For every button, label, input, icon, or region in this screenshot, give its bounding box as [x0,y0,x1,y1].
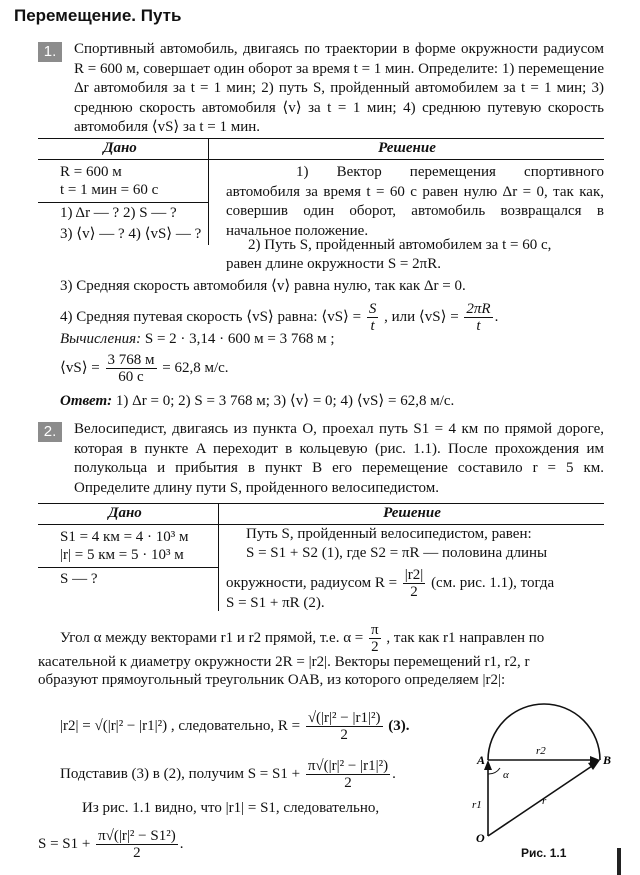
table2-given-1: S1 = 4 км = 4 · 10³ м [60,529,189,545]
equation-3-fraction: $\frac{\text{√(|r|² − |r1|²)}}{2}$ [307,710,381,743]
table1-header-rule [38,159,604,160]
calculation-1 [60,331,335,348]
label-alpha: α [503,769,509,781]
calc-label: Вычисления: [60,331,142,347]
problem-number-2: 2. [38,422,62,442]
table2-given-header: Дано [108,505,142,521]
table1-given-header: Дано [103,140,137,156]
table1-divider [208,138,209,245]
table1-given-2: t = 1 мин = 60 с [60,182,159,198]
equation-3-left: |r2| = √(|r|² − |r1|²) , следовательно, R = [60,717,301,734]
final-fraction: $\frac{\text{π√(|r|² − S1²)}}{2}$ [98,828,176,861]
table2-given-2: |r| = 5 км = 5 · 10³ м [60,547,184,563]
solution-2-line-3-left: окружности, радиусом R = [226,574,398,591]
final-formula-left: S = S1 + [38,835,91,852]
figure-reference-line: Из рис. 1.1 видно, что |r1| = S1, следовательно, [82,800,380,816]
table1-find-2: 3) ⟨v⟩ — ? 4) ⟨vS⟩ — ? [60,226,202,242]
solution-2-line-2: S = S1 + S2 (1), где S2 = πR — половина длины [246,545,548,561]
angle-line-1 [60,622,544,655]
problem-2-text: Велосипедист, двигаясь из пункта O, проехал путь S1 = 4 км по прямой дороге, которая в пункте A переходит в кольцевую (рис. 1.1). После прохождения им полукольца и прибытия в пункт B его перемещение составило r = 5 км. Определите длину пути S, пройденного велосипедистом. [74,421,604,496]
solution-1-step-2b: равен длине окружности S = 2πR. [226,256,441,272]
table1-top-rule [38,138,604,139]
table1-solution-header: Решение [378,140,436,156]
fraction-s-over-t: $\frac{S}{t}$ [368,301,377,334]
final-formula: S = S1 + $\frac{\text{π√(|r|² − S1²)}}{2}$ . [38,828,184,861]
label-a: A [477,753,486,767]
problem-1-text: Спортивный автомобиль, двигаясь по траектории в форме окружности радиусом R = 600 м, совершает один оборот за время t = 1 мин. Определите: 1) перемещение Δr автомобиля за t = 1 мин; 2) путь S, пройденный автомобилем за t = 1 мин; 3) среднюю скорость автомобиля ⟨v⟩ за t = 1 мин; 4) среднюю путевую скорость автомобиля ⟨vS⟩ за t = 1 мин. [74,41,604,135]
page-title: Перемещение. Путь [14,6,182,25]
table2-solution-header: Решение [383,505,441,521]
fraction-2pir-over-t: $\frac{2\pi R}{t}$ [466,301,491,334]
angle-line-1-left: Угол α между векторами r1 и r2 прямой, т.е. α = [60,629,364,646]
calc-2-right: = 62,8 м/с. [162,359,229,376]
equation-3-tag: (3). [388,717,410,734]
label-r1: r1 [472,799,482,811]
angle-line-3: образуют прямоугольный треугольник OAB, из которого определяем |r2|: [38,672,506,688]
problem-number-1: 1. [38,42,62,62]
calc-line-1: S = 2 · 3,14 · 600 м = 3 768 м ; [144,331,335,347]
calc-2-left: ⟨vS⟩ = [60,359,100,376]
table1-find-1: 1) Δr — ? 2) S — ? [60,205,177,221]
label-b: B [603,753,612,767]
equation-3 [60,710,410,743]
solution-2-line-4: S = S1 + πR (2). [226,595,325,611]
table1-find-rule [38,202,208,203]
table2-divider [218,503,219,611]
solution-1-step-2a: 2) Путь S, пройденный автомобилем за t = 60 с, [248,237,552,253]
angle-fraction: $\frac{\pi}{2}$ [371,622,379,655]
label-r: r [542,795,547,807]
calculation-2 [60,352,229,385]
table2-header-rule [38,524,604,525]
angle-line-1-right: , так как r1 направлен по [386,629,545,646]
step-4-mid: , или ⟨vS⟩ = [384,308,459,325]
solution-1-step-3: 3) Средняя скорость автомобиля ⟨v⟩ равна нулю, так как Δr = 0. [60,278,466,294]
solution-1-step-4: 4) Средняя путевая скорость ⟨vS⟩ равна: ⟨vS⟩ = $\frac{S}{t}$ , или ⟨vS⟩ = $\frac{2\pi R}{t}$ . [60,301,499,334]
radius-fraction: $\frac{|r2|}{2}$ [404,567,424,600]
calc-2-fraction: $\frac{3 768 м}{60 с}$ [107,352,155,385]
page-edge-mark [617,848,621,875]
substitution-fraction: $\frac{\text{π√(|r|² − |r1|²)}}{2}$ [307,758,389,791]
angle-line-2: касательной к диаметру окружности 2R = |r2|. Векторы перемещений r1, r2, r [38,654,530,670]
table1-given-1: R = 600 м [60,164,122,180]
label-r2: r2 [536,745,546,757]
figure-caption: Рис. 1.1 [521,846,567,860]
solution-1-step-1: 1) Вектор перемещения спортивного автомобиля за время t = 60 с равен нулю Δr = 0, так как, совершив один оборот, автомобиль возвращался в начальное положение. [226,164,604,239]
table2-find-rule [38,567,218,568]
label-o: O [476,831,485,845]
answer-text: 1) Δr = 0; 2) S = 3 768 м; 3) ⟨v⟩ = 0; 4) ⟨vS⟩ = 62,8 м/с. [115,393,455,409]
substitution-line: Подставив (3) в (2), получим S = S1 + $\frac{\text{π√(|r|² − |r1|²)}}{2}$ . [60,758,396,791]
substitution-left: Подставив (3) в (2), получим S = S1 + [60,765,301,782]
figure-1-1-diagram [460,690,620,850]
step-4-left: 4) Средняя путевая скорость ⟨vS⟩ равна: ⟨vS⟩ = [60,308,362,325]
answer-1 [60,391,454,410]
table2-find-1: S — ? [60,571,98,587]
solution-2-line-3-right: (см. рис. 1.1), тогда [431,574,555,591]
answer-label: Ответ: [60,393,113,409]
solution-2-line-1: Путь S, пройденный велосипедистом, равен: [246,526,532,542]
table2-top-rule [38,503,604,504]
vector-r1-arrowhead [484,760,492,770]
vector-r-arrowhead [588,760,600,770]
